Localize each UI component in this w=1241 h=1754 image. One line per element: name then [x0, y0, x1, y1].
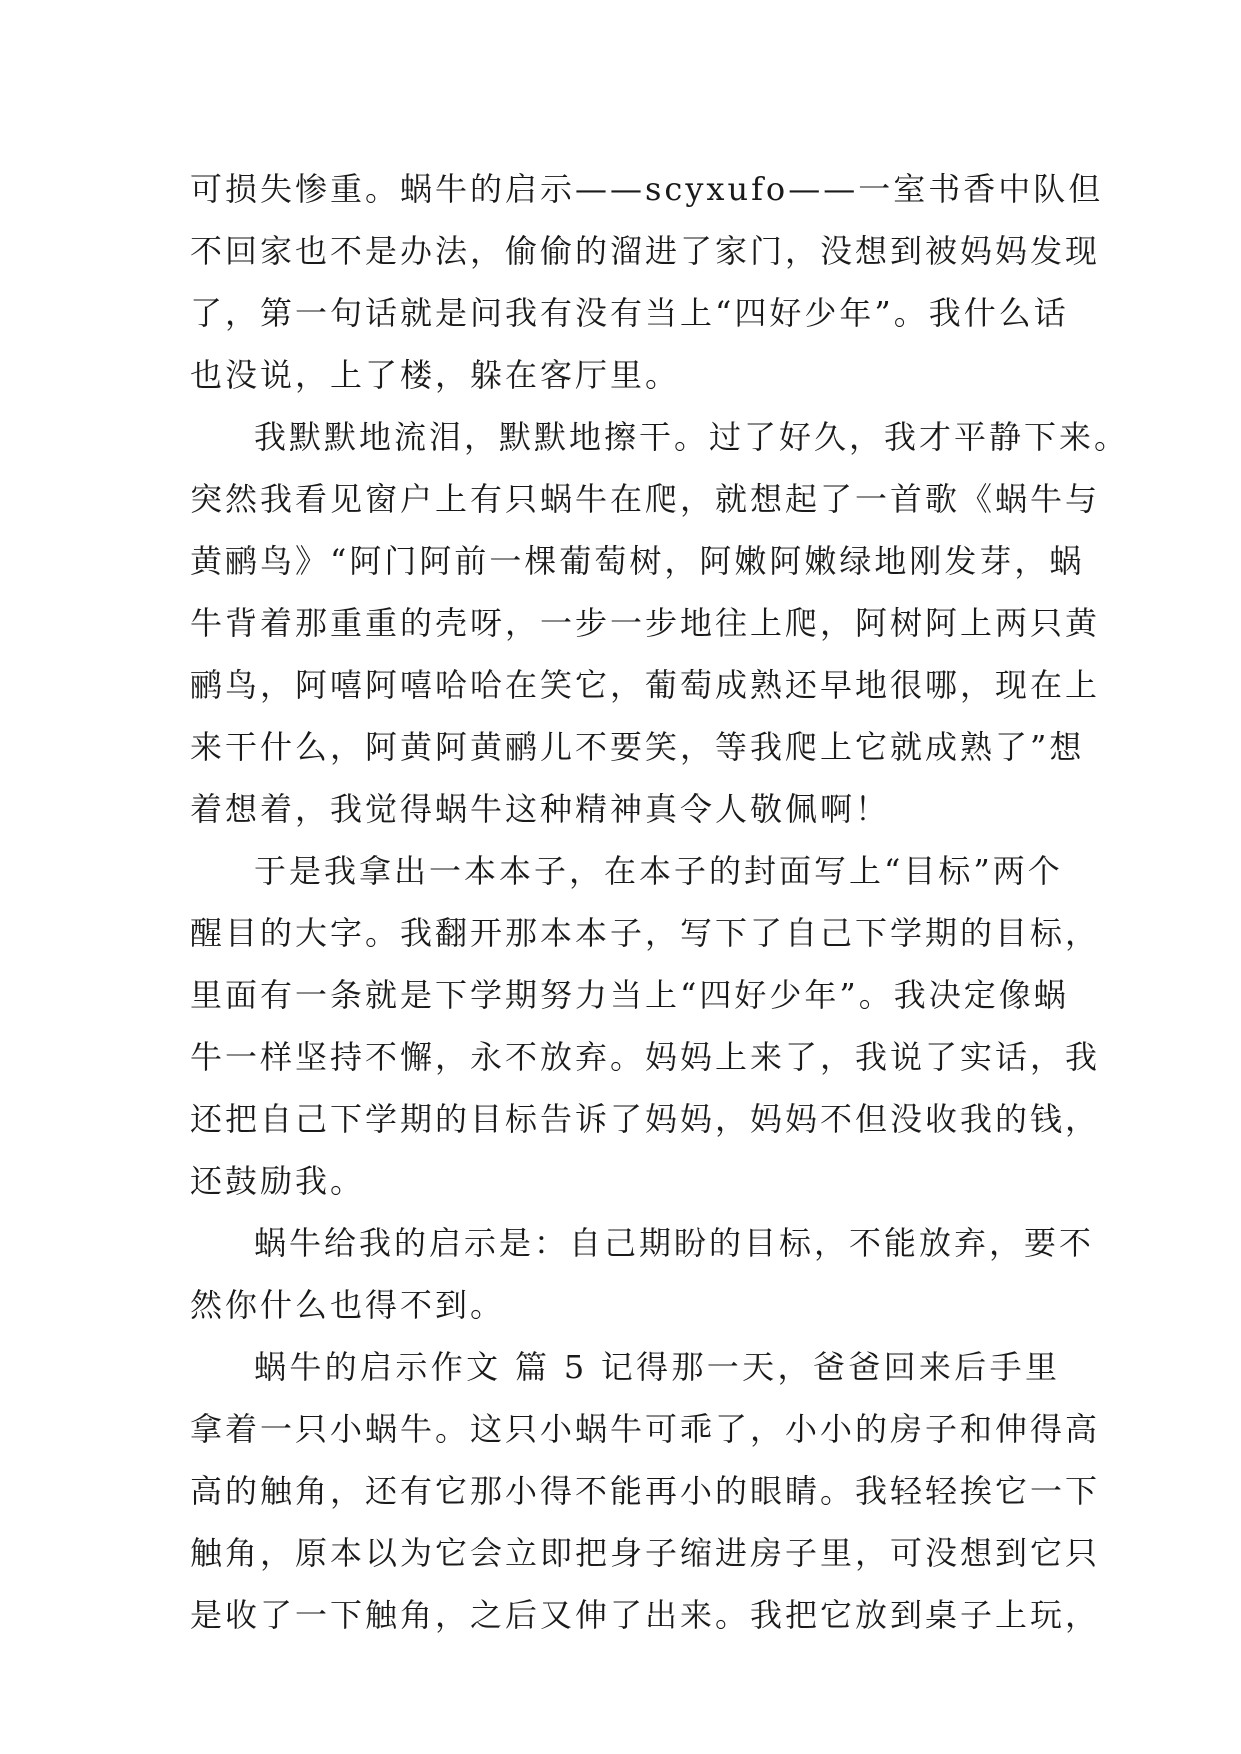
text-line: 拿着一只小蜗牛。这只小蜗牛可乖了，小小的房子和伸得高	[190, 1410, 1101, 1448]
text-line: 是收了一下触角，之后又伸了出来。我把它放到桌子上玩，	[190, 1596, 1101, 1634]
paragraph-start-line: 我默默地流泪，默默地擦干。过了好久，我才平静下来。	[254, 418, 1130, 456]
text-line: 突然我看见窗户上有只蜗牛在爬，就想起了一首歌《蜗牛与	[190, 480, 1101, 518]
essay-body	[190, 158, 1130, 1646]
paragraph-start-line: 蜗牛给我的启示是：自己期盼的目标，不能放弃，要不	[254, 1224, 1095, 1262]
text-line: 着想着，我觉得蜗牛这种精神真令人敬佩啊！	[190, 790, 891, 828]
text-line: 还鼓励我。	[190, 1162, 366, 1200]
text-line: 来干什么，阿黄阿黄鹂儿不要笑，等我爬上它就成熟了”想	[190, 728, 1085, 766]
text-line: 黄鹂鸟》“阿门阿前一棵葡萄树，阿嫩阿嫩绿地刚发芽，蜗	[190, 542, 1085, 580]
text-line: 还把自己下学期的目标告诉了妈妈，妈妈不但没收我的钱，	[190, 1100, 1101, 1138]
text-line: 然你什么也得不到。	[190, 1286, 506, 1324]
text-line: 不回家也不是办法，偷偷的溜进了家门，没想到被妈妈发现	[190, 232, 1101, 270]
paragraph-start-line: 于是我拿出一本本子，在本子的封面写上“目标”两个	[254, 852, 1063, 890]
text-line: 可损失惨重。蜗牛的启示——scyxufo——一室书香中队但	[190, 170, 1104, 208]
text-line: 触角，原本以为它会立即把身子缩进房子里，可没想到它只	[190, 1534, 1101, 1572]
text-line: 醒目的大字。我翻开那本本子，写下了自己下学期的目标，	[190, 914, 1101, 952]
text-line: 也没说，上了楼，躲在客厅里。	[190, 356, 681, 394]
text-line: 牛背着那重重的壳呀，一步一步地往上爬，阿树阿上两只黄	[190, 604, 1101, 642]
text-line: 牛一样坚持不懈，永不放弃。妈妈上来了，我说了实话，我	[190, 1038, 1101, 1076]
text-line: 鹂鸟，阿嘻阿嘻哈哈在笑它，葡萄成熟还早地很哪，现在上	[190, 666, 1101, 704]
text-line: 里面有一条就是下学期努力当上“四好少年”。我决定像蜗	[190, 976, 1069, 1014]
text-line: 高的触角，还有它那小得不能再小的眼睛。我轻轻挨它一下	[190, 1472, 1101, 1510]
section-heading-line: 蜗牛的启示作文 篇 5 记得那一天，爸爸回来后手里	[254, 1348, 1060, 1386]
text-line: 了，第一句话就是问我有没有当上“四好少年”。我什么话	[190, 294, 1069, 332]
